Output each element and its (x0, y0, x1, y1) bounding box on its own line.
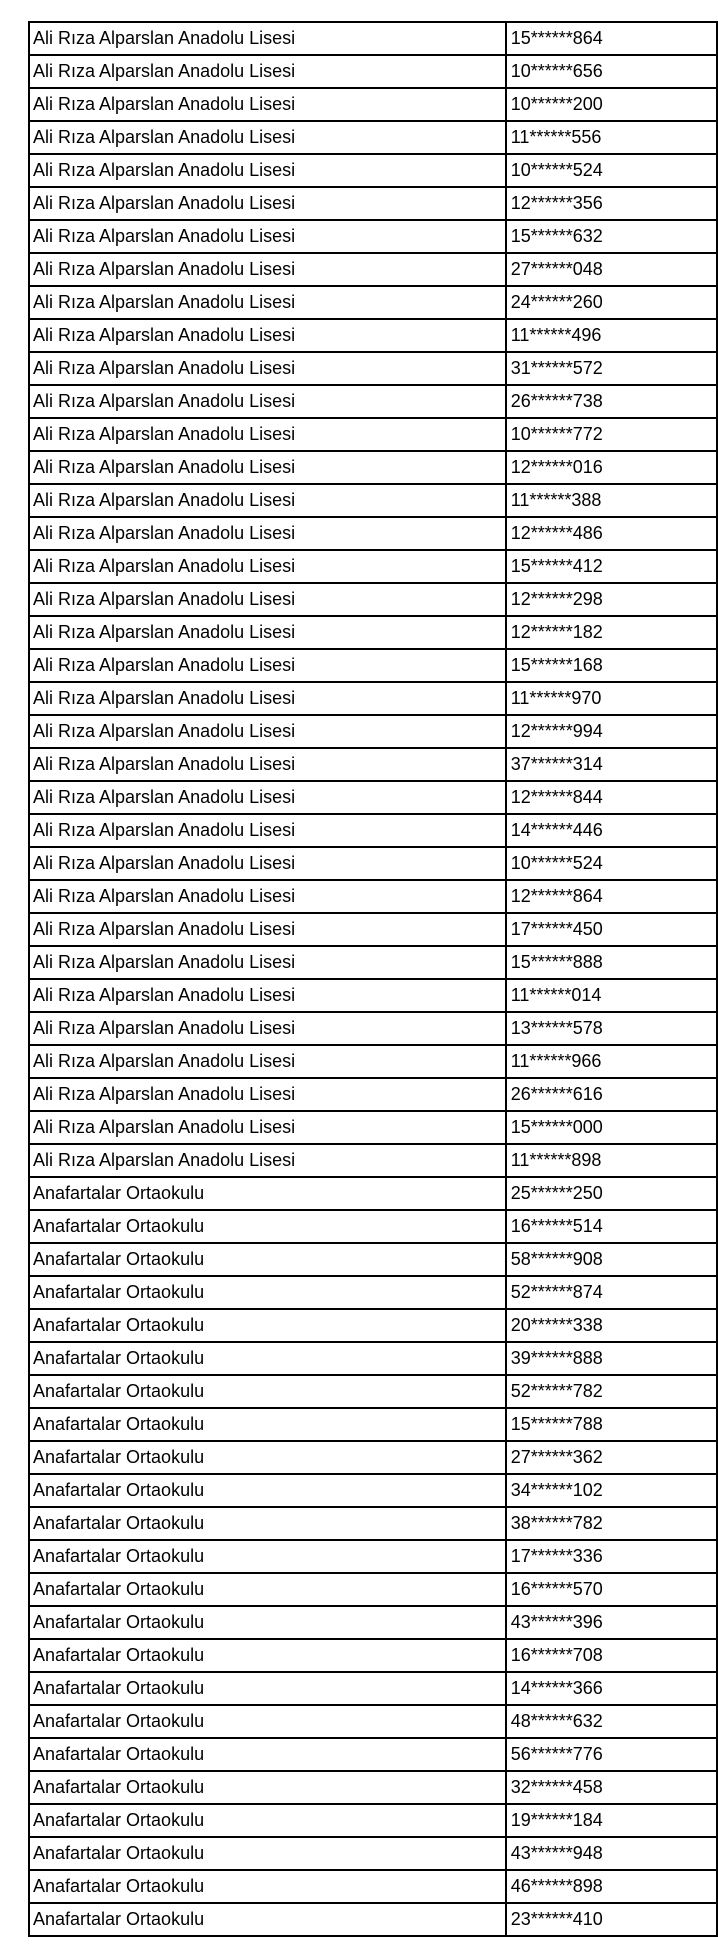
masked-id-cell: 24******260 (506, 286, 717, 319)
school-name-cell: Anafartalar Ortaokulu (29, 1705, 506, 1738)
school-name-cell: Ali Rıza Alparslan Anadolu Lisesi (29, 616, 506, 649)
masked-id-cell: 10******656 (506, 55, 717, 88)
table-row (29, 1738, 717, 1771)
masked-id-cell: 12******182 (506, 616, 717, 649)
masked-id-cell: 11******496 (506, 319, 717, 352)
masked-id-cell: 11******388 (506, 484, 717, 517)
table-row (29, 1078, 717, 1111)
masked-id-cell: 25******250 (506, 1177, 717, 1210)
table-row (29, 319, 717, 352)
masked-id-cell: 10******200 (506, 88, 717, 121)
school-name-cell: Ali Rıza Alparslan Anadolu Lisesi (29, 649, 506, 682)
table-row (29, 55, 717, 88)
masked-id-cell: 52******782 (506, 1375, 717, 1408)
school-name-cell: Ali Rıza Alparslan Anadolu Lisesi (29, 880, 506, 913)
school-name-cell: Ali Rıza Alparslan Anadolu Lisesi (29, 550, 506, 583)
masked-id-cell: 12******356 (506, 187, 717, 220)
table-row (29, 1606, 717, 1639)
school-name-cell: Ali Rıza Alparslan Anadolu Lisesi (29, 286, 506, 319)
school-name-cell: Ali Rıza Alparslan Anadolu Lisesi (29, 748, 506, 781)
school-name-cell: Ali Rıza Alparslan Anadolu Lisesi (29, 946, 506, 979)
table-row (29, 1012, 717, 1045)
table-row (29, 682, 717, 715)
school-name-cell: Anafartalar Ortaokulu (29, 1276, 506, 1309)
table-row (29, 880, 717, 913)
school-name-cell: Ali Rıza Alparslan Anadolu Lisesi (29, 1111, 506, 1144)
school-name-cell: Ali Rıza Alparslan Anadolu Lisesi (29, 22, 506, 55)
school-name-cell: Anafartalar Ortaokulu (29, 1309, 506, 1342)
table-row (29, 220, 717, 253)
school-name-cell: Anafartalar Ortaokulu (29, 1342, 506, 1375)
table-row (29, 748, 717, 781)
masked-id-cell: 16******570 (506, 1573, 717, 1606)
table-row (29, 1837, 717, 1870)
school-id-table (28, 21, 718, 1937)
table-row (29, 1144, 717, 1177)
masked-id-cell: 15******000 (506, 1111, 717, 1144)
school-name-cell: Anafartalar Ortaokulu (29, 1243, 506, 1276)
table-row (29, 550, 717, 583)
table-row (29, 1441, 717, 1474)
school-name-cell: Ali Rıza Alparslan Anadolu Lisesi (29, 781, 506, 814)
school-name-cell: Anafartalar Ortaokulu (29, 1441, 506, 1474)
masked-id-cell: 38******782 (506, 1507, 717, 1540)
masked-id-cell: 39******888 (506, 1342, 717, 1375)
school-name-cell: Ali Rıza Alparslan Anadolu Lisesi (29, 418, 506, 451)
school-name-cell: Ali Rıza Alparslan Anadolu Lisesi (29, 814, 506, 847)
school-name-cell: Ali Rıza Alparslan Anadolu Lisesi (29, 913, 506, 946)
table-row (29, 154, 717, 187)
masked-id-cell: 15******168 (506, 649, 717, 682)
table-row (29, 616, 717, 649)
masked-id-cell: 11******966 (506, 1045, 717, 1078)
school-name-cell: Anafartalar Ortaokulu (29, 1474, 506, 1507)
masked-id-cell: 26******738 (506, 385, 717, 418)
masked-id-cell: 16******514 (506, 1210, 717, 1243)
school-name-cell: Anafartalar Ortaokulu (29, 1408, 506, 1441)
table-row (29, 1903, 717, 1936)
table-row (29, 1375, 717, 1408)
school-name-cell: Anafartalar Ortaokulu (29, 1210, 506, 1243)
school-name-cell: Ali Rıza Alparslan Anadolu Lisesi (29, 979, 506, 1012)
masked-id-cell: 12******016 (506, 451, 717, 484)
school-name-cell: Ali Rıza Alparslan Anadolu Lisesi (29, 319, 506, 352)
table-row (29, 1573, 717, 1606)
school-name-cell: Ali Rıza Alparslan Anadolu Lisesi (29, 187, 506, 220)
table-row (29, 781, 717, 814)
masked-id-cell: 11******898 (506, 1144, 717, 1177)
school-name-cell: Anafartalar Ortaokulu (29, 1540, 506, 1573)
table-row (29, 1705, 717, 1738)
school-name-cell: Ali Rıza Alparslan Anadolu Lisesi (29, 154, 506, 187)
school-name-cell: Ali Rıza Alparslan Anadolu Lisesi (29, 484, 506, 517)
table-row (29, 1309, 717, 1342)
table-row (29, 385, 717, 418)
school-name-cell: Anafartalar Ortaokulu (29, 1375, 506, 1408)
masked-id-cell: 17******450 (506, 913, 717, 946)
masked-id-cell: 14******366 (506, 1672, 717, 1705)
masked-id-cell: 12******864 (506, 880, 717, 913)
masked-id-cell: 10******772 (506, 418, 717, 451)
school-name-cell: Ali Rıza Alparslan Anadolu Lisesi (29, 847, 506, 880)
table-row (29, 913, 717, 946)
table-row (29, 946, 717, 979)
school-name-cell: Ali Rıza Alparslan Anadolu Lisesi (29, 1078, 506, 1111)
table-row (29, 1408, 717, 1441)
masked-id-cell: 27******362 (506, 1441, 717, 1474)
masked-id-cell: 46******898 (506, 1870, 717, 1903)
table-row (29, 451, 717, 484)
table-row (29, 484, 717, 517)
masked-id-cell: 17******336 (506, 1540, 717, 1573)
masked-id-cell: 52******874 (506, 1276, 717, 1309)
school-name-cell: Anafartalar Ortaokulu (29, 1672, 506, 1705)
school-name-cell: Ali Rıza Alparslan Anadolu Lisesi (29, 682, 506, 715)
school-name-cell: Ali Rıza Alparslan Anadolu Lisesi (29, 385, 506, 418)
school-name-cell: Ali Rıza Alparslan Anadolu Lisesi (29, 451, 506, 484)
school-name-cell: Ali Rıza Alparslan Anadolu Lisesi (29, 253, 506, 286)
table-row (29, 1111, 717, 1144)
masked-id-cell: 19******184 (506, 1804, 717, 1837)
masked-id-cell: 27******048 (506, 253, 717, 286)
school-name-cell: Anafartalar Ortaokulu (29, 1771, 506, 1804)
school-name-cell: Ali Rıza Alparslan Anadolu Lisesi (29, 220, 506, 253)
school-name-cell: Anafartalar Ortaokulu (29, 1738, 506, 1771)
school-name-cell: Ali Rıza Alparslan Anadolu Lisesi (29, 55, 506, 88)
masked-id-cell: 26******616 (506, 1078, 717, 1111)
masked-id-cell: 11******556 (506, 121, 717, 154)
masked-id-cell: 56******776 (506, 1738, 717, 1771)
table-row (29, 1474, 717, 1507)
masked-id-cell: 13******578 (506, 1012, 717, 1045)
school-name-cell: Ali Rıza Alparslan Anadolu Lisesi (29, 1012, 506, 1045)
masked-id-cell: 12******994 (506, 715, 717, 748)
school-name-cell: Ali Rıza Alparslan Anadolu Lisesi (29, 583, 506, 616)
table-row (29, 814, 717, 847)
table-row (29, 1210, 717, 1243)
table-row (29, 88, 717, 121)
table-row (29, 1639, 717, 1672)
table-row (29, 1771, 717, 1804)
school-name-cell: Ali Rıza Alparslan Anadolu Lisesi (29, 715, 506, 748)
masked-id-cell: 10******524 (506, 154, 717, 187)
masked-id-cell: 14******446 (506, 814, 717, 847)
masked-id-cell: 15******632 (506, 220, 717, 253)
table-row (29, 1507, 717, 1540)
table-row (29, 418, 717, 451)
masked-id-cell: 10******524 (506, 847, 717, 880)
school-name-cell: Anafartalar Ortaokulu (29, 1804, 506, 1837)
masked-id-cell: 15******864 (506, 22, 717, 55)
school-name-cell: Anafartalar Ortaokulu (29, 1507, 506, 1540)
school-name-cell: Ali Rıza Alparslan Anadolu Lisesi (29, 352, 506, 385)
masked-id-cell: 58******908 (506, 1243, 717, 1276)
masked-id-cell: 20******338 (506, 1309, 717, 1342)
table-row (29, 1804, 717, 1837)
masked-id-cell: 15******412 (506, 550, 717, 583)
school-name-cell: Anafartalar Ortaokulu (29, 1573, 506, 1606)
table-row (29, 253, 717, 286)
masked-id-cell: 15******888 (506, 946, 717, 979)
school-name-cell: Anafartalar Ortaokulu (29, 1177, 506, 1210)
school-name-cell: Anafartalar Ortaokulu (29, 1903, 506, 1936)
masked-id-cell: 12******486 (506, 517, 717, 550)
masked-id-cell: 11******014 (506, 979, 717, 1012)
school-name-cell: Ali Rıza Alparslan Anadolu Lisesi (29, 517, 506, 550)
table-row (29, 1045, 717, 1078)
table-body (29, 22, 717, 1936)
table-row (29, 649, 717, 682)
table-row (29, 1243, 717, 1276)
table-row (29, 121, 717, 154)
table-row (29, 352, 717, 385)
masked-id-cell: 48******632 (506, 1705, 717, 1738)
masked-id-cell: 11******970 (506, 682, 717, 715)
table-row (29, 187, 717, 220)
masked-id-cell: 12******298 (506, 583, 717, 616)
school-name-cell: Ali Rıza Alparslan Anadolu Lisesi (29, 1144, 506, 1177)
school-name-cell: Anafartalar Ortaokulu (29, 1870, 506, 1903)
table-row (29, 1672, 717, 1705)
table-row (29, 22, 717, 55)
table-row (29, 583, 717, 616)
masked-id-cell: 34******102 (506, 1474, 717, 1507)
school-name-cell: Ali Rıza Alparslan Anadolu Lisesi (29, 121, 506, 154)
table-row (29, 517, 717, 550)
masked-id-cell: 43******396 (506, 1606, 717, 1639)
masked-id-cell: 16******708 (506, 1639, 717, 1672)
school-name-cell: Anafartalar Ortaokulu (29, 1606, 506, 1639)
table-row (29, 1870, 717, 1903)
table-row (29, 847, 717, 880)
school-name-cell: Ali Rıza Alparslan Anadolu Lisesi (29, 88, 506, 121)
table-row (29, 1177, 717, 1210)
table-row (29, 1540, 717, 1573)
table-row (29, 1276, 717, 1309)
masked-id-cell: 32******458 (506, 1771, 717, 1804)
school-name-cell: Anafartalar Ortaokulu (29, 1639, 506, 1672)
masked-id-cell: 37******314 (506, 748, 717, 781)
table-row (29, 715, 717, 748)
school-name-cell: Anafartalar Ortaokulu (29, 1837, 506, 1870)
masked-id-cell: 23******410 (506, 1903, 717, 1936)
table-row (29, 979, 717, 1012)
table-row (29, 1342, 717, 1375)
school-name-cell: Ali Rıza Alparslan Anadolu Lisesi (29, 1045, 506, 1078)
masked-id-cell: 12******844 (506, 781, 717, 814)
masked-id-cell: 43******948 (506, 1837, 717, 1870)
masked-id-cell: 31******572 (506, 352, 717, 385)
table-row (29, 286, 717, 319)
masked-id-cell: 15******788 (506, 1408, 717, 1441)
